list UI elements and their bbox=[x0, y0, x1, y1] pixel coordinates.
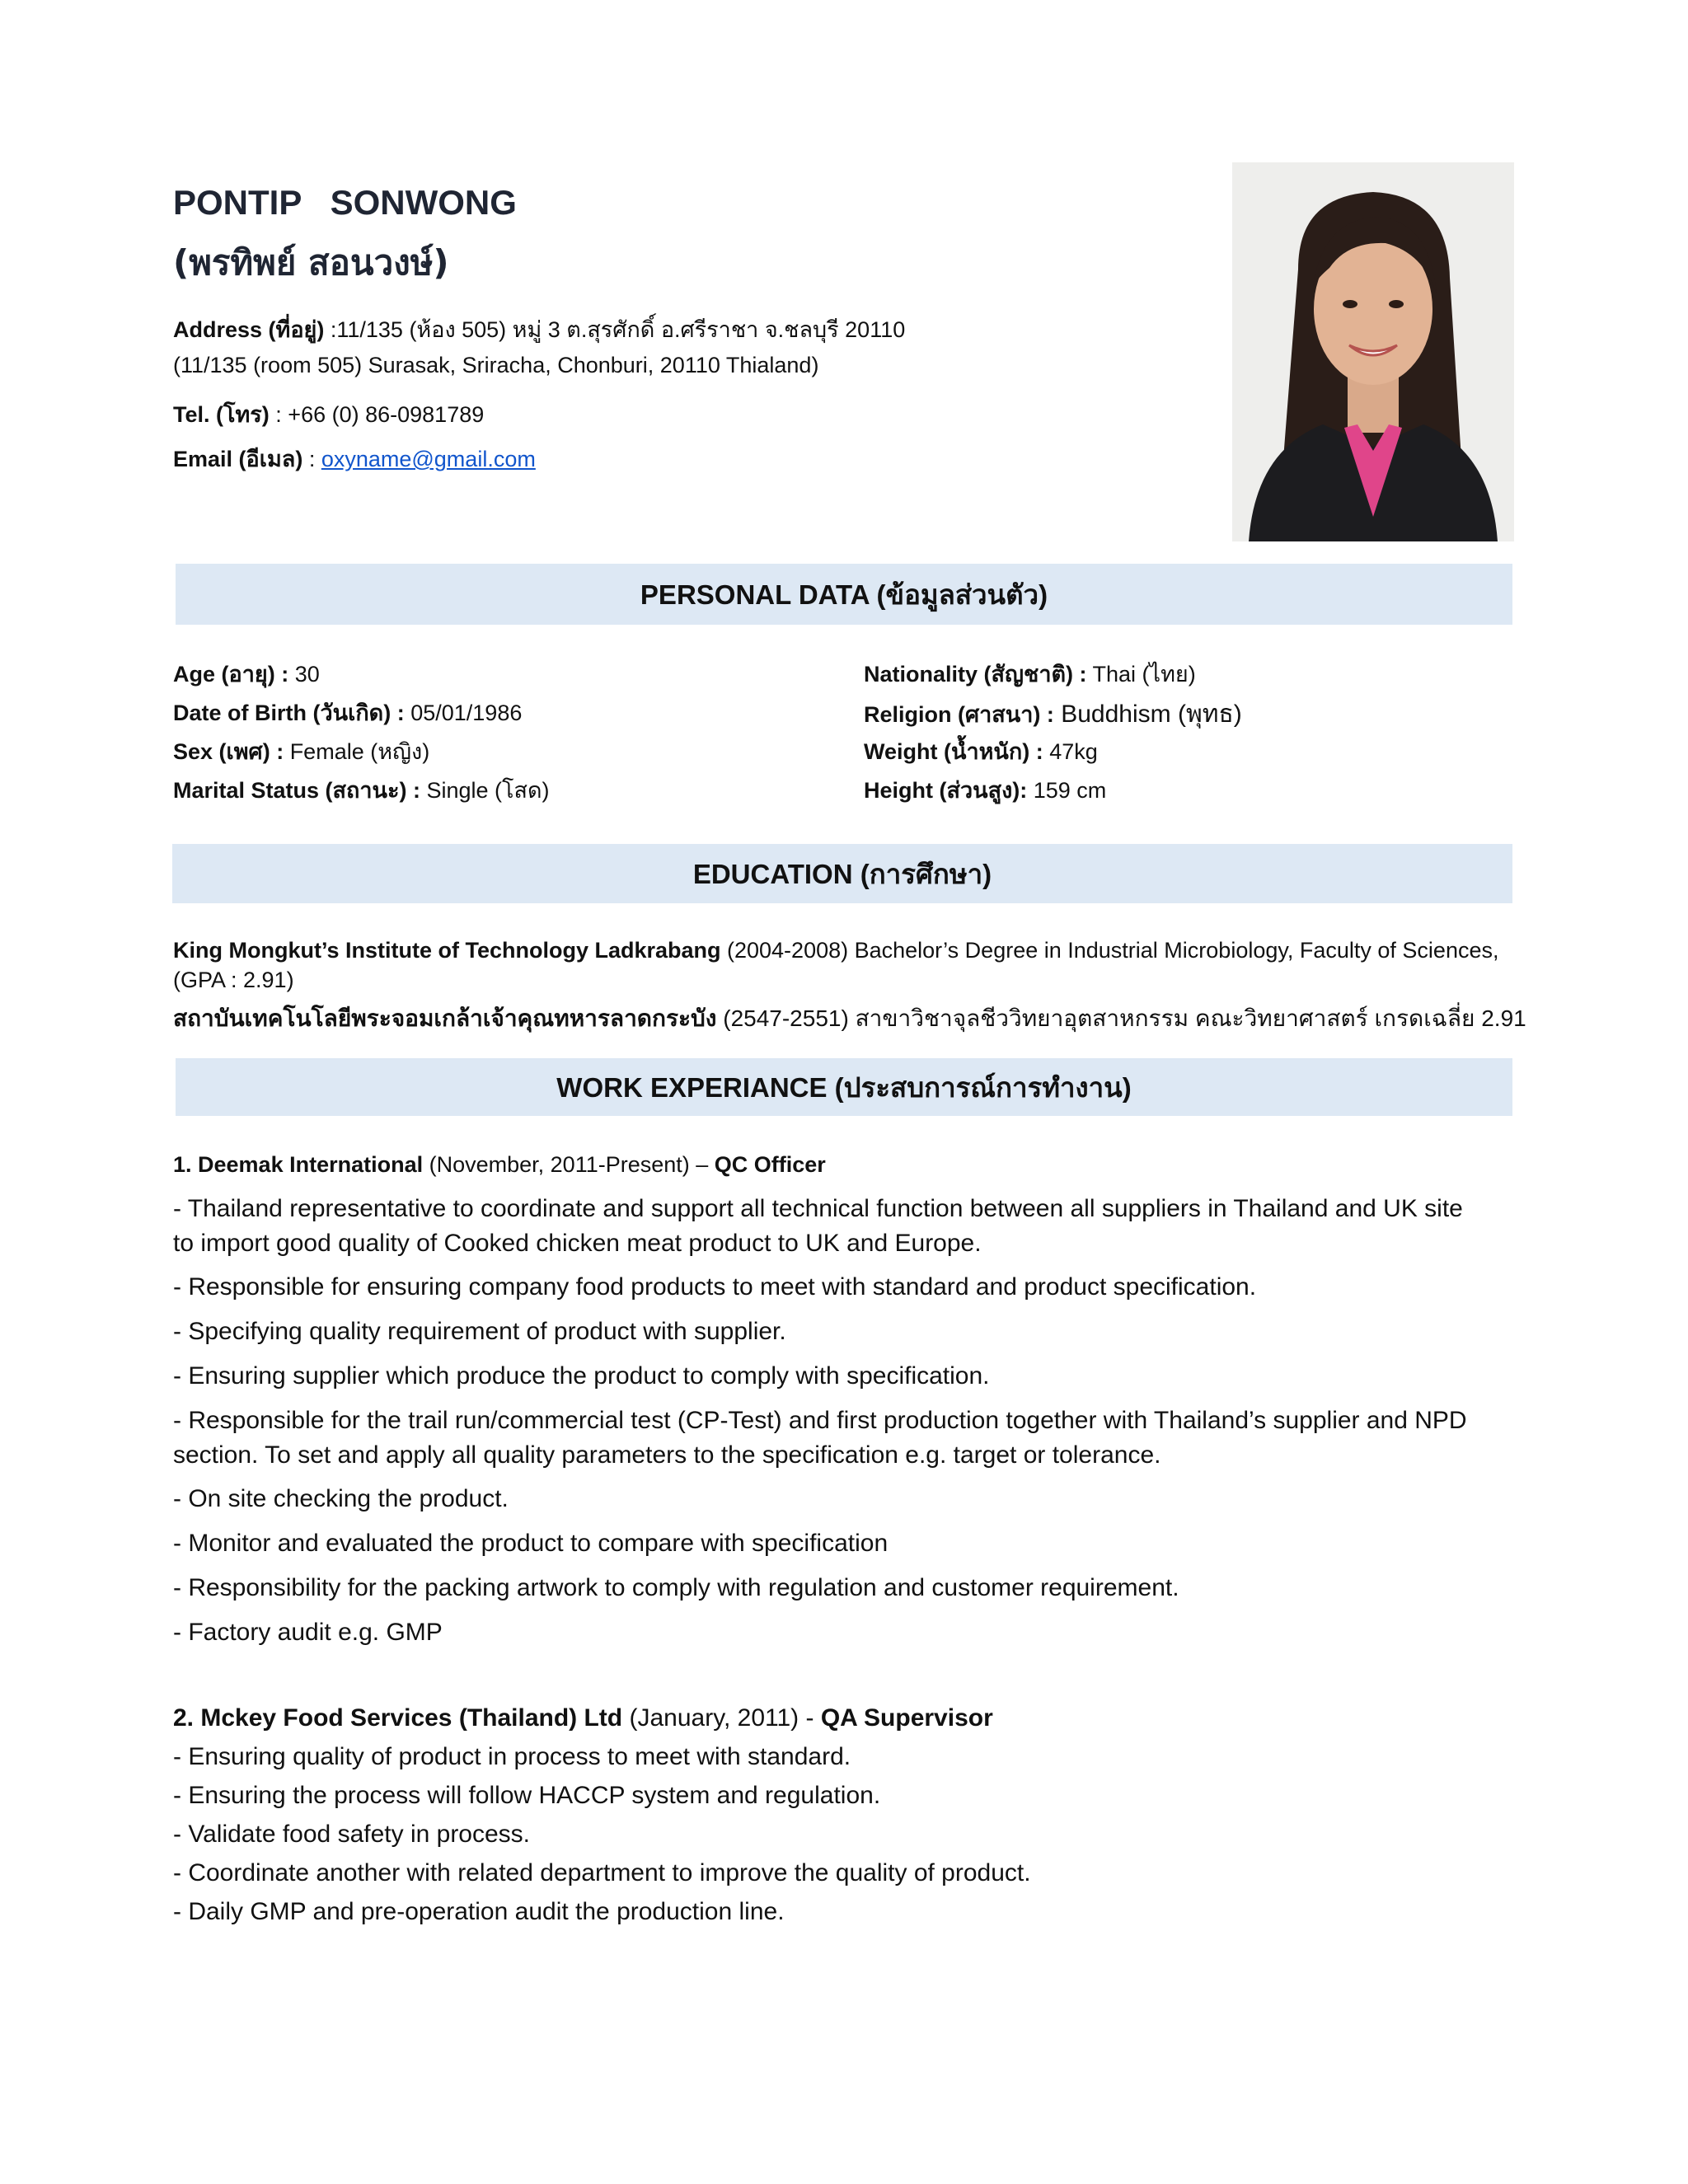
education-detail-en: (2004-2008) Bachelor’s Degree in Industrial Microbiology, Faculty of Sciences, bbox=[720, 938, 1499, 963]
personal-value: 159 cm bbox=[1027, 778, 1107, 803]
job-2-duty: - Ensuring the process will follow HACCP system and regulation. bbox=[173, 1782, 881, 1809]
job-1-duty: to import good quality of Cooked chicken meat product to UK and Europe. bbox=[173, 1230, 982, 1257]
job-1-company: 1. Deemak International bbox=[173, 1152, 424, 1177]
personal-nationality bbox=[864, 656, 1196, 691]
personal-age bbox=[173, 656, 320, 691]
education-thai bbox=[173, 1001, 1526, 1037]
job-2-duty: - Coordinate another with related department to improve the quality of product. bbox=[173, 1859, 1031, 1886]
address-english: (11/135 (room 505) Surasak, Sriracha, Chonburi, 20110 Thialand) bbox=[173, 353, 819, 377]
personal-value: Single (โสด) bbox=[420, 778, 550, 803]
job-2-company: 2. Mckey Food Services (Thailand) Ltd bbox=[173, 1704, 623, 1732]
personal-value: 47kg bbox=[1043, 739, 1098, 764]
section-bar-work bbox=[176, 1058, 1512, 1116]
personal-value: Thai (ไทย) bbox=[1086, 662, 1196, 687]
name-thai: (พรทิพย์ สอนวงษ์) bbox=[173, 242, 449, 283]
personal-label: Date of Birth (วันเกิด) : bbox=[173, 701, 405, 725]
profile-photo bbox=[1232, 162, 1514, 541]
section-title-education: EDUCATION (การศึกษา) bbox=[692, 858, 992, 889]
personal-label: Height (ส่วนสูง): bbox=[864, 778, 1028, 803]
job-2-heading bbox=[173, 1704, 993, 1732]
job-1-heading bbox=[173, 1152, 826, 1178]
name-english: PONTIP SONWONG bbox=[173, 183, 517, 222]
portrait-illustration bbox=[1232, 162, 1514, 541]
job-1-duty: section. To set and apply all quality parameters to the specification e.g. target or tolerance. bbox=[173, 1441, 1161, 1469]
section-title-work: WORK EXPERIANCE (ประสบการณ์การทำงาน) bbox=[556, 1071, 1132, 1103]
job-1-position: QC Officer bbox=[714, 1152, 826, 1177]
section-bar-personal bbox=[176, 564, 1512, 625]
job-2-period: (January, 2011) - bbox=[622, 1704, 821, 1732]
personal-value: 30 bbox=[288, 662, 320, 687]
address-line bbox=[173, 312, 905, 347]
job-1-duty: - Ensuring supplier which produce the product to comply with specification. bbox=[173, 1362, 990, 1390]
personal-height bbox=[864, 772, 1106, 808]
personal-marital bbox=[173, 772, 550, 808]
education-gpa: (GPA : 2.91) bbox=[173, 968, 294, 992]
personal-label: Weight (น้ำหนัก) : bbox=[864, 739, 1043, 764]
personal-label: Sex (เพศ) : bbox=[173, 739, 284, 764]
job-2-duty: - Validate food safety in process. bbox=[173, 1821, 531, 1848]
education-detail-th: (2547-2551) สาขาวิชาจุลชีววิทยาอุตสาหกรรม คณะวิทยาศาสตร์ เกรดเฉลี่ย 2.91 bbox=[716, 1005, 1526, 1031]
personal-value: 05/01/1986 bbox=[404, 701, 523, 725]
job-1-duty: - Responsible for ensuring company food products to meet with standard and product specification. bbox=[173, 1273, 1257, 1301]
personal-label: Age (อายุ) : bbox=[173, 662, 289, 687]
personal-weight bbox=[864, 733, 1098, 769]
personal-dob bbox=[173, 695, 522, 730]
address-label: Address (ที่อยู่) bbox=[173, 317, 325, 342]
personal-sex bbox=[173, 733, 429, 769]
personal-label: Nationality (สัญชาติ) : bbox=[864, 662, 1087, 687]
email-link[interactable]: oxyname@gmail.com bbox=[321, 447, 536, 471]
personal-label: Marital Status (สถานะ) : bbox=[173, 778, 420, 803]
personal-value: Buddhism (พุทธ) bbox=[1053, 701, 1242, 728]
education-institution-en: King Mongkut’s Institute of Technology Ladkrabang bbox=[173, 938, 721, 963]
job-1-duty: - Responsible for the trail run/commercial test (CP-Test) and first production together with Thailand’s supplier and NPD bbox=[173, 1407, 1467, 1434]
job-2-duty: - Daily GMP and pre-operation audit the production line. bbox=[173, 1898, 785, 1925]
section-bar-education bbox=[172, 844, 1512, 903]
tel-line bbox=[173, 396, 484, 432]
section-title-personal: PERSONAL DATA (ข้อมูลส่วนตัว) bbox=[640, 579, 1048, 610]
job-1-duty: - Monitor and evaluated the product to compare with specification bbox=[173, 1530, 889, 1557]
job-1-period: (November, 2011-Present) – bbox=[423, 1152, 715, 1177]
tel-value: : +66 (0) 86-0981789 bbox=[269, 402, 485, 427]
address-thai: :11/135 (ห้อง 505) หมู่ 3 ต.สุรศักดิ์ อ.ศรีราชา จ.ชลบุรี 20110 bbox=[324, 317, 906, 342]
tel-label: Tel. (โทร) bbox=[173, 402, 270, 427]
email-line bbox=[173, 441, 536, 476]
job-2-duty: - Ensuring quality of product in process to meet with standard. bbox=[173, 1743, 851, 1770]
job-2-position: QA Supervisor bbox=[820, 1704, 993, 1732]
email-separator: : bbox=[302, 447, 321, 471]
job-1-duty: - Thailand representative to coordinate and support all technical function between all suppliers in Thailand and UK site bbox=[173, 1195, 1463, 1222]
personal-religion bbox=[864, 695, 1242, 733]
job-1-duty: - Factory audit e.g. GMP bbox=[173, 1619, 443, 1646]
email-label: Email (อีเมล) bbox=[173, 447, 303, 471]
personal-value: Female (หญิง) bbox=[284, 739, 430, 764]
personal-label: Religion (ศาสนา) : bbox=[864, 702, 1054, 727]
job-1-duty: - On site checking the product. bbox=[173, 1485, 509, 1512]
job-1-duty: - Specifying quality requirement of product with supplier. bbox=[173, 1318, 786, 1345]
education-english bbox=[173, 938, 1498, 963]
education-institution-th: สถาบันเทคโนโลยีพระจอมเกล้าเจ้าคุณทหารลาดกระบัง bbox=[173, 1005, 717, 1031]
job-1-duty: - Responsibility for the packing artwork to comply with regulation and customer requirement. bbox=[173, 1574, 1179, 1601]
